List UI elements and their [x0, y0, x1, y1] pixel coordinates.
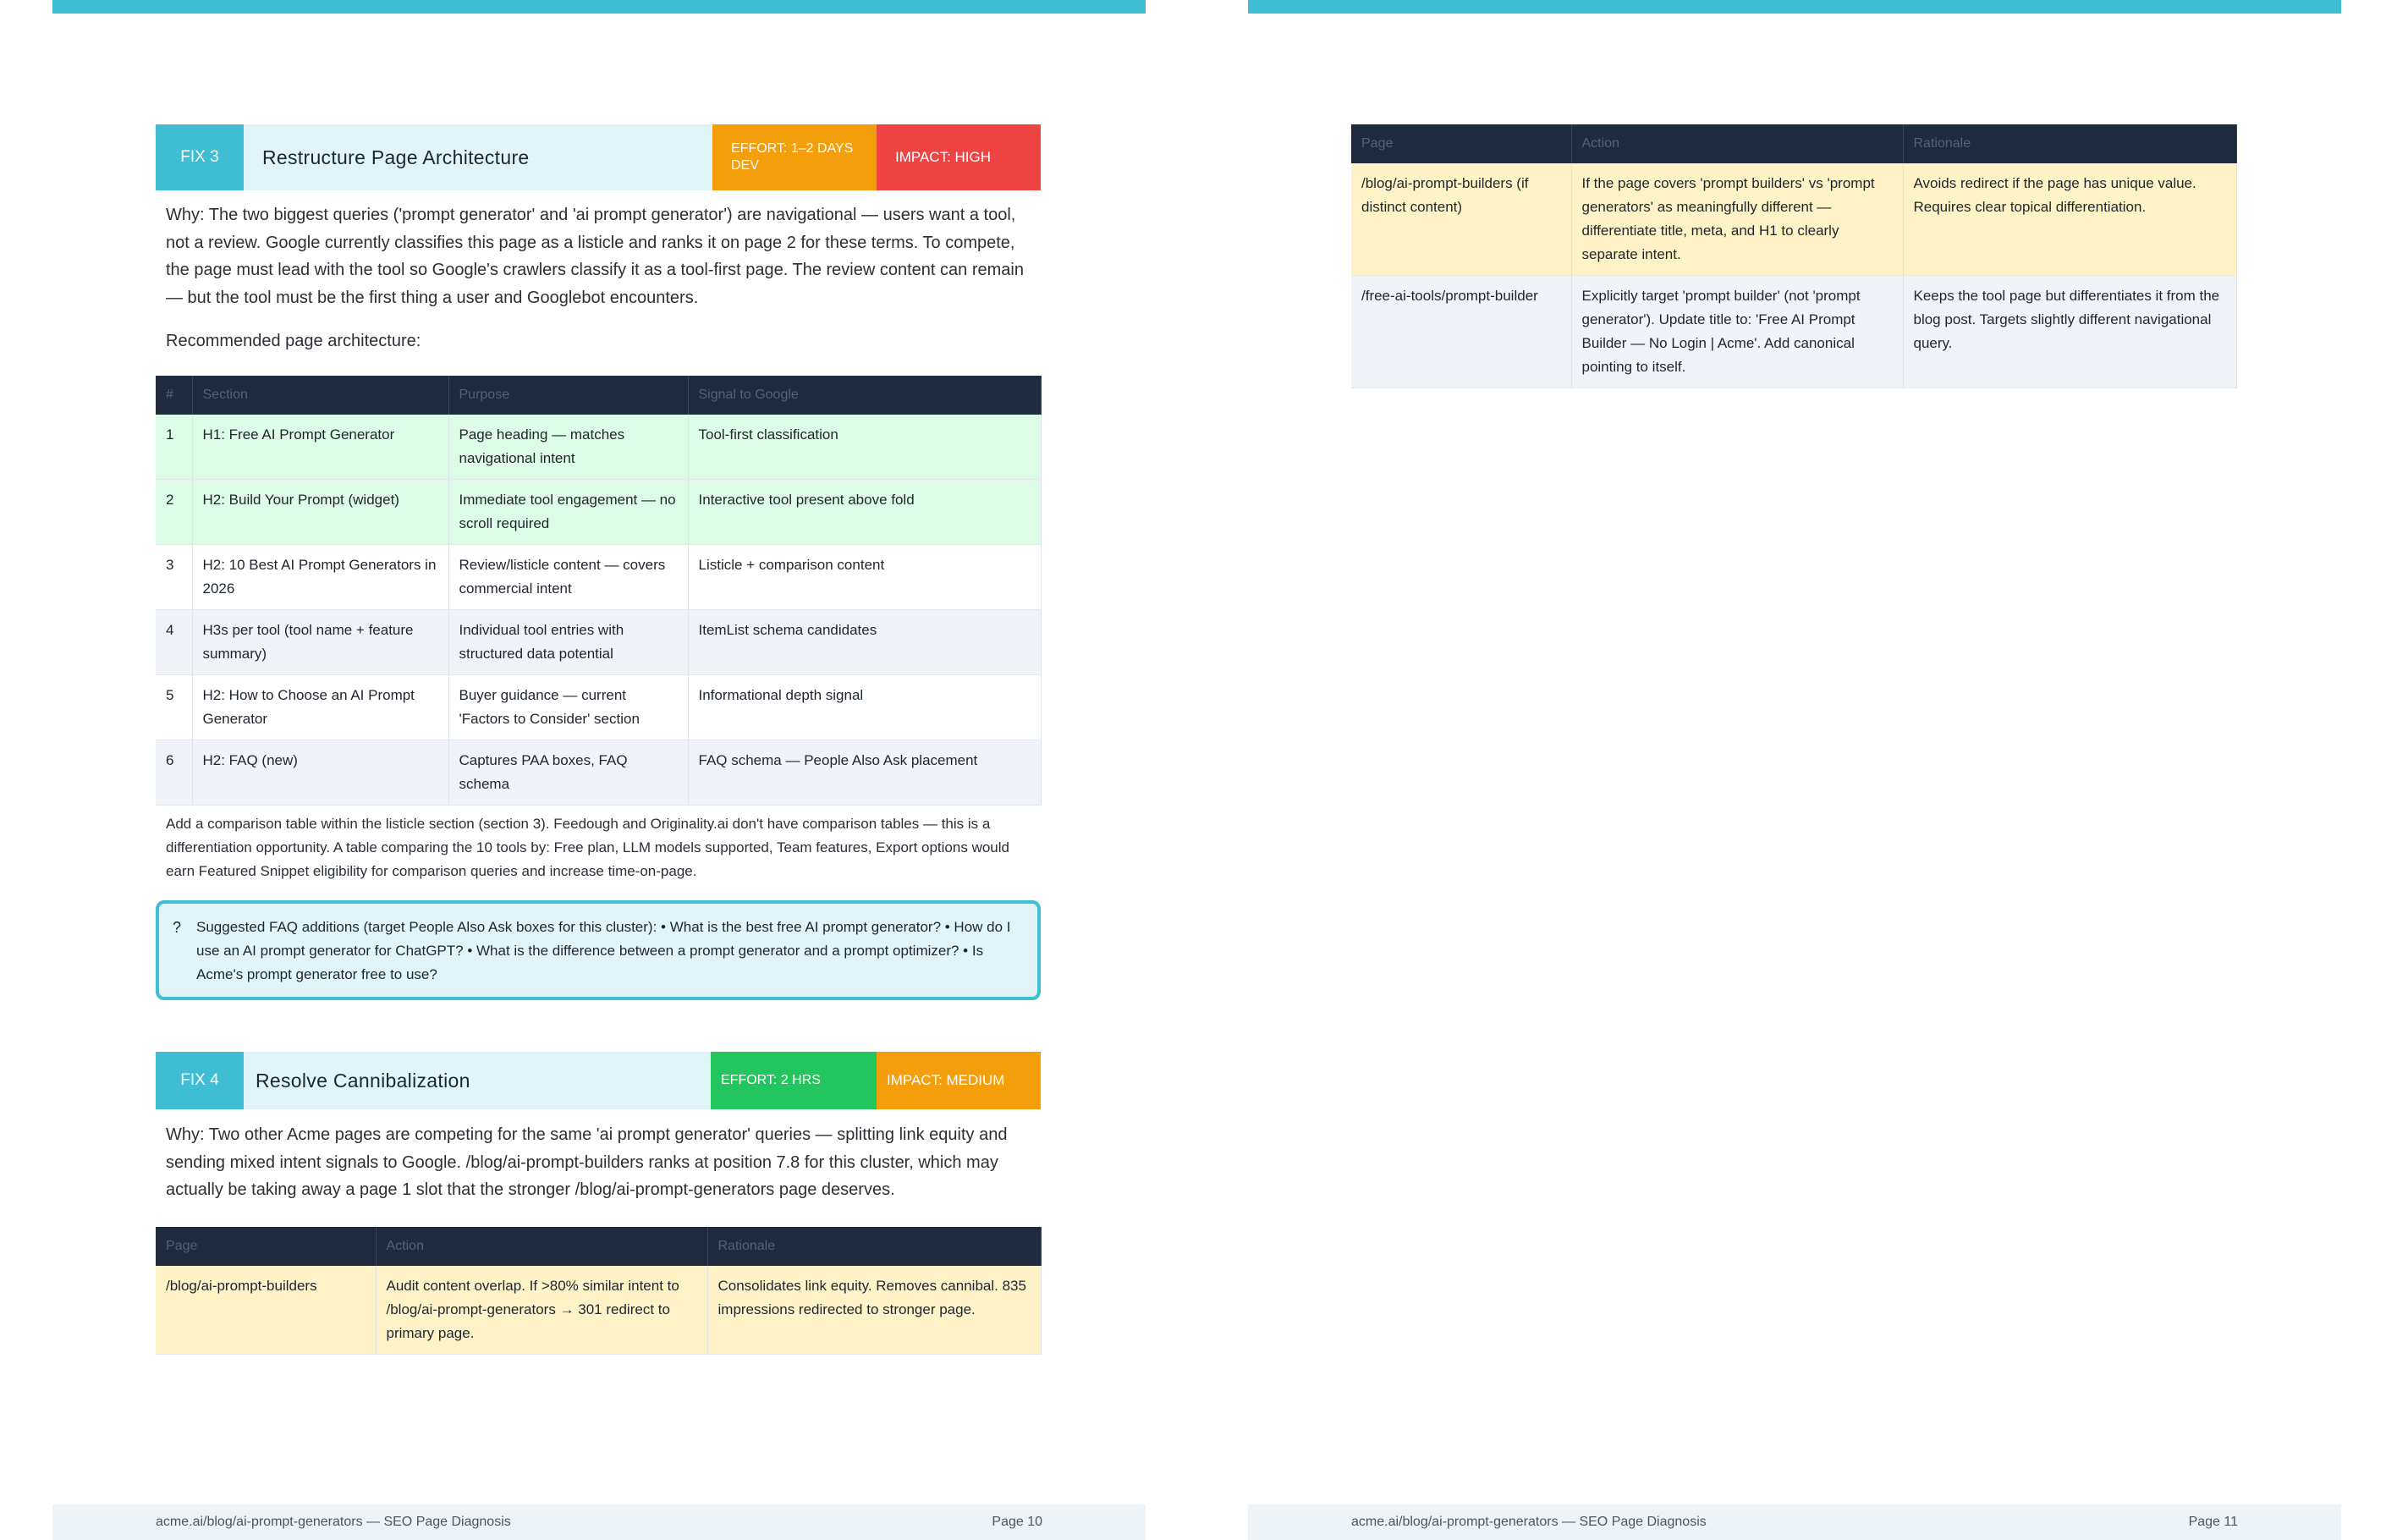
row-signal: Interactive tool present above fold	[688, 479, 1041, 544]
row-signal: FAQ schema — People Also Ask placement	[688, 740, 1041, 805]
table-row	[1351, 276, 2236, 388]
row-section: H2: 10 Best AI Prompt Generators in 2026	[192, 544, 448, 609]
table-header-cell: Section	[192, 376, 448, 415]
page-footer	[1248, 1504, 2341, 1540]
table-header-cell: Action	[376, 1227, 707, 1266]
table-row	[156, 544, 1041, 609]
table-row	[156, 674, 1041, 740]
table-header-cell: Page	[156, 1227, 376, 1266]
table-header-row	[1351, 124, 2236, 163]
row-rationale: Avoids redirect if the page has unique value. Requires clear topical differentiation.	[1903, 163, 2236, 276]
page-footer	[52, 1504, 1146, 1540]
fix4-effort-badge: EFFORT: 2 HRS	[711, 1052, 877, 1109]
table-row	[156, 415, 1041, 480]
question-icon: ?	[173, 918, 182, 936]
footer-page-number: Page 10	[992, 1515, 1042, 1529]
row-number: 1	[156, 415, 192, 480]
row-page: /blog/ai-prompt-builders	[156, 1266, 376, 1355]
row-section: H1: Free AI Prompt Generator	[192, 415, 448, 480]
row-purpose: Review/listicle content — covers commercial intent	[448, 544, 688, 609]
fix3-title: Restructure Page Architecture	[244, 124, 712, 190]
row-number: 6	[156, 740, 192, 805]
fix3-label: FIX 3	[156, 124, 244, 190]
fix4-title: Resolve Cannibalization	[244, 1052, 711, 1109]
table-header-cell: Rationale	[707, 1227, 1041, 1266]
row-purpose: Buyer guidance — current 'Factors to Consider' section	[448, 674, 688, 740]
row-action: Explicitly target 'prompt builder' (not 'prompt generator'). Update title to: 'Free AI Prompt Builder — No Login | Acme'. Add canonical pointing to itself.	[1571, 276, 1903, 388]
architecture-table	[156, 376, 1042, 806]
table-row	[156, 479, 1041, 544]
report-page-11	[1248, 0, 2341, 1540]
fix3-impact-badge: IMPACT: HIGH	[877, 124, 1041, 190]
row-rationale: Consolidates link equity. Removes cannibal. 835 impressions redirected to stronger page.	[707, 1266, 1041, 1355]
table-header-row	[156, 1227, 1041, 1266]
cannibalization-table-continued-section	[1351, 124, 2236, 388]
row-section: H2: Build Your Prompt (widget)	[192, 479, 448, 544]
fix4-section	[156, 1052, 1041, 1355]
cannibalization-table-continued	[1351, 124, 2237, 388]
footer-url: acme.ai/blog/ai-prompt-generators — SEO Page Diagnosis	[156, 1515, 511, 1529]
table-header-cell: Page	[1351, 124, 1571, 163]
row-action: If the page covers 'prompt builders' vs 'prompt generators' as meaningfully different — differentiate title, meta, and H1 to clearly separate intent.	[1571, 163, 1903, 276]
row-number: 3	[156, 544, 192, 609]
fix4-impact-badge: IMPACT: MEDIUM	[877, 1052, 1041, 1109]
table-row	[156, 740, 1041, 805]
fix4-why-paragraph: Why: Two other Acme pages are competing for the same 'ai prompt generator' queries — splitting link equity and sending mixed intent signals to Google. /blog/ai-prompt-builders ranks at position 7.8 for this cluster, which may actually be taking away a page 1 slot that the stronger /blog/ai-prompt-generators page deserves.	[166, 1125, 1008, 1199]
table-row	[1351, 163, 2236, 276]
row-action: Audit content overlap. If >80% similar intent to /blog/ai-prompt-generators → 301 redirect to primary page.	[376, 1266, 707, 1355]
table-header-cell: Purpose	[448, 376, 688, 415]
row-section: H2: FAQ (new)	[192, 740, 448, 805]
row-page: /free-ai-tools/prompt-builder	[1351, 276, 1571, 388]
row-purpose: Captures PAA boxes, FAQ schema	[448, 740, 688, 805]
row-section: H2: How to Choose an AI Prompt Generator	[192, 674, 448, 740]
fix3-header	[156, 124, 1041, 190]
row-section: H3s per tool (tool name + feature summary)	[192, 609, 448, 674]
row-signal: Informational depth signal	[688, 674, 1041, 740]
row-number: 2	[156, 479, 192, 544]
page-top-accent-bar	[1248, 0, 2341, 14]
fix3-why-paragraph: Why: The two biggest queries ('prompt generator' and 'ai prompt generator') are navigational — users want a tool, not a review. Google currently classifies this page as a listicle and ranks it on page 2 for these terms. To compete, the page must lead with the tool so Google's crawlers classify it as a tool-first page. The review content can remain — but the tool must be the first thing a user and Googlebot encounters.	[166, 206, 1024, 307]
faq-suggestions-text: Suggested FAQ additions (target People Also Ask boxes for this cluster): • What is the best free AI prompt generator? • How do I use an AI prompt generator for ChatGPT? • What is the difference between a prompt generator and a prompt optimizer? • Is Acme's prompt generator free to use?	[196, 918, 1011, 982]
fix3-effort-badge: EFFORT: 1–2 DAYS DEV	[712, 124, 877, 190]
table-row	[156, 609, 1041, 674]
row-signal: Listicle + comparison content	[688, 544, 1041, 609]
table-header-cell: Action	[1571, 124, 1903, 163]
fix4-header	[156, 1052, 1041, 1109]
fix3-section	[156, 124, 1041, 1000]
row-purpose: Page heading — matches navigational intent	[448, 415, 688, 480]
footer-url: acme.ai/blog/ai-prompt-generators — SEO Page Diagnosis	[1351, 1515, 1707, 1529]
table-header-cell: Rationale	[1903, 124, 2236, 163]
fix3-subheading: Recommended page architecture:	[166, 332, 421, 350]
row-purpose: Individual tool entries with structured data potential	[448, 609, 688, 674]
fix4-label: FIX 4	[156, 1052, 244, 1109]
report-page-10	[52, 0, 1146, 1540]
table-header-cell: Signal to Google	[688, 376, 1041, 415]
table-header-cell: #	[156, 376, 192, 415]
cannibalization-table	[156, 1227, 1042, 1355]
row-purpose: Immediate tool engagement — no scroll required	[448, 479, 688, 544]
row-rationale: Keeps the tool page but differentiates it from the blog post. Targets slightly different navigational query.	[1903, 276, 2236, 388]
comparison-table-note: Add a comparison table within the listicle section (section 3). Feedough and Originality.ai don't have comparison tables — this is a differentiation opportunity. A table comparing the 10 tools by: Free plan, LLM models supported, Team features, Export options would earn Featured Snippet eligibility for comparison queries and increase time-on-page.	[166, 815, 1009, 879]
page-top-accent-bar	[52, 0, 1146, 14]
row-page: /blog/ai-prompt-builders (if distinct content)	[1351, 163, 1571, 276]
row-signal: ItemList schema candidates	[688, 609, 1041, 674]
table-header-row	[156, 376, 1041, 415]
footer-page-number: Page 11	[2188, 1515, 2238, 1529]
row-number: 5	[156, 674, 192, 740]
table-row	[156, 1266, 1041, 1355]
faq-suggestions-callout	[156, 900, 1041, 1000]
row-number: 4	[156, 609, 192, 674]
row-signal: Tool-first classification	[688, 415, 1041, 480]
